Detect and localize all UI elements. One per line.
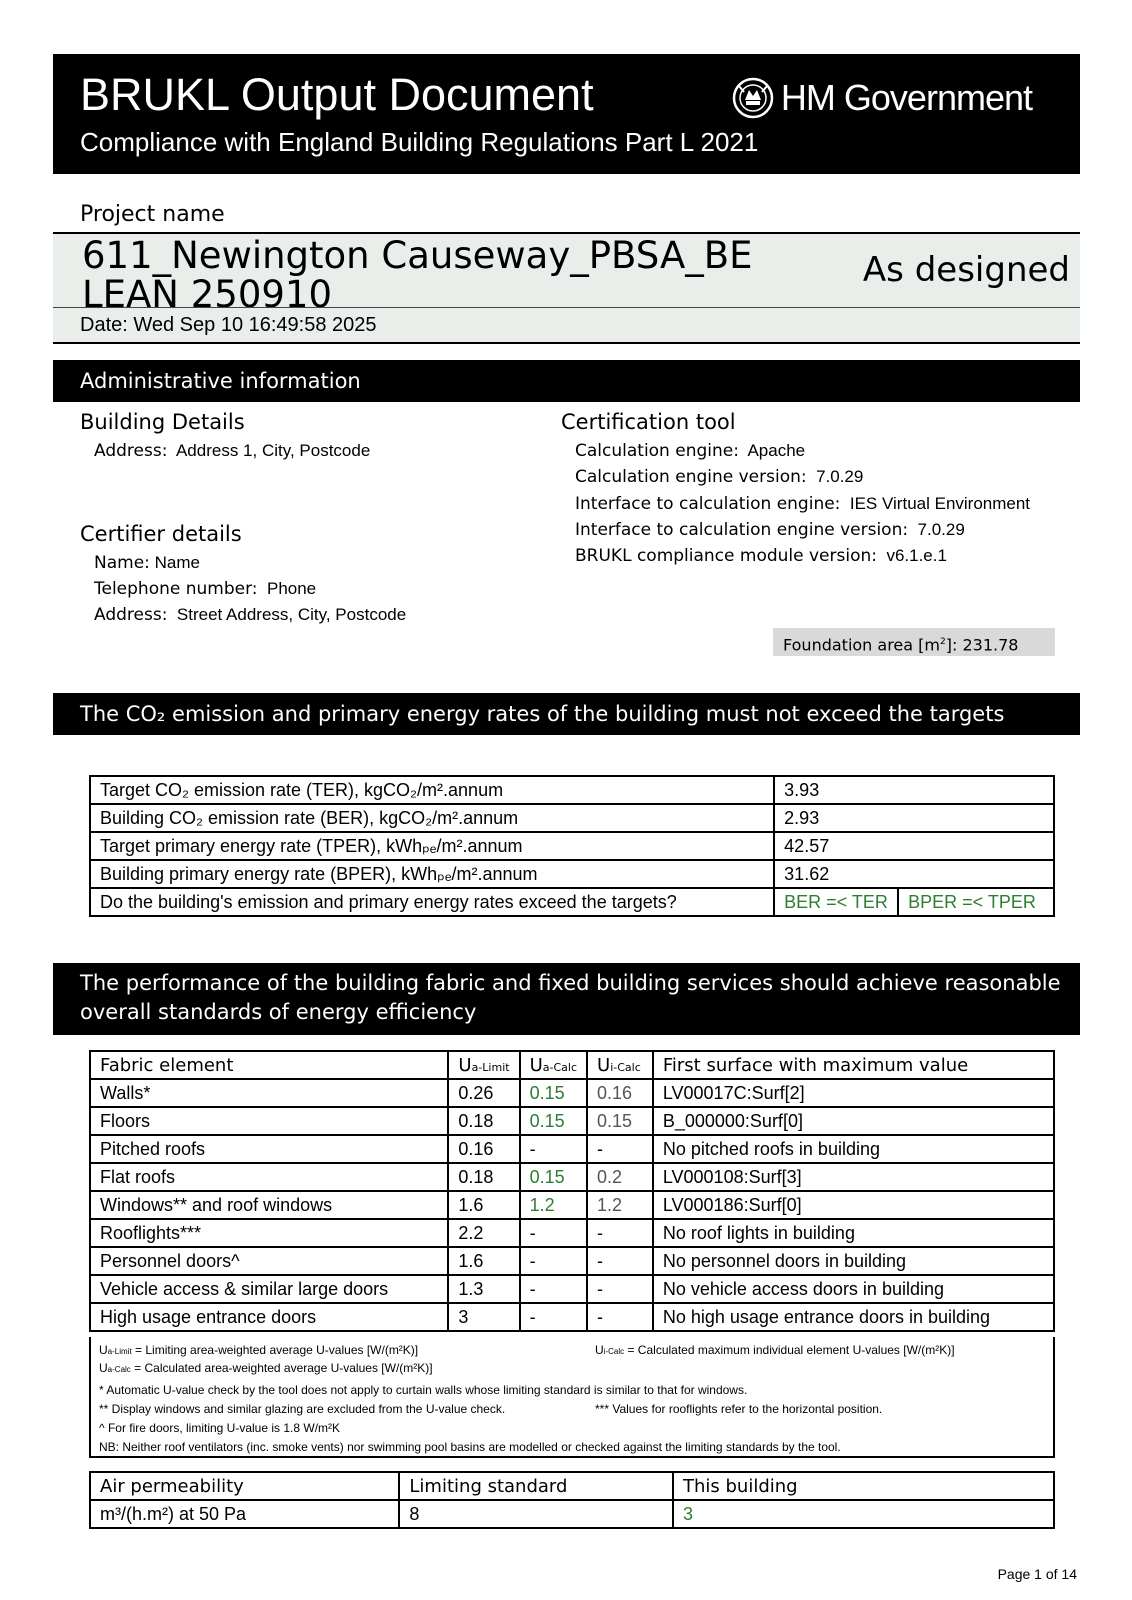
- project-name: 611_Newington Causeway_PBSA_BE LEAN 250910: [82, 234, 753, 316]
- note: * Automatic U-value check by the tool does not apply to curtain walls whose limiting standard is similar to that for windows.: [99, 1383, 748, 1397]
- table-row: Windows** and roof windows 1.6 1.2 1.2 LV000186:Surf[0]: [90, 1191, 1054, 1219]
- hm-government-logo: [731, 76, 1032, 120]
- target-label: Building primary energy rate (BPER), kWhₚₑ/m².annum: [90, 860, 774, 888]
- table-row: Pitched roofs 0.16 - - No pitched roofs in building: [90, 1135, 1054, 1163]
- fabric-table: [89, 1050, 1055, 1332]
- target-label: Building CO₂ emission rate (BER), kgCO₂/m².annum: [90, 804, 774, 832]
- document-subtitle: Compliance with England Building Regulations Part L 2021: [80, 127, 759, 157]
- col-ua-calc: Ua-Calc: [520, 1051, 587, 1079]
- targets-table: [89, 775, 1055, 917]
- target-value: 42.57: [774, 832, 1054, 860]
- certifier-phone: Telephone number: Phone: [94, 579, 317, 599]
- col-ui-calc: Ui-Calc: [587, 1051, 653, 1079]
- table-header-row: Air permeability Limiting standard This building: [90, 1472, 1054, 1500]
- tool-row: Interface to calculation engine: IES Virtual Environment: [575, 494, 1031, 514]
- tool-row: BRUKL compliance module version: v6.1.e.1: [575, 546, 947, 566]
- note: ^ For fire doors, limiting U-value is 1.8 W/m²K: [99, 1421, 341, 1435]
- tool-row: Calculation engine: Apache: [575, 441, 806, 461]
- bper-result: BPER =< TPER: [898, 888, 1054, 916]
- table-row: [90, 888, 1054, 916]
- col-fabric-element: Fabric element: [90, 1051, 448, 1079]
- table-row: [90, 804, 1054, 832]
- logo-text: HM Government: [780, 77, 1032, 118]
- page-number: Page 1 of 14: [997, 1566, 1077, 1582]
- certification-tool-heading: Certification tool: [561, 410, 736, 434]
- col-first-surface: First surface with maximum value: [653, 1051, 1054, 1079]
- design-status: As designed: [862, 250, 1070, 290]
- document-title: BRUKL Output Document: [80, 69, 594, 120]
- targets-question: Do the building's emission and primary energy rates exceed the targets?: [90, 888, 774, 916]
- building-details-heading: Building Details: [80, 410, 245, 434]
- table-row: Vehicle access & similar large doors 1.3 - - No vehicle access doors in building: [90, 1275, 1054, 1303]
- admin-section-bar: Administrative information: [53, 360, 1080, 402]
- project-divider: [53, 307, 1080, 308]
- certifier-details-heading: Certifier details: [80, 522, 242, 546]
- tool-row: Interface to calculation engine version: 7.0.29: [575, 520, 965, 540]
- certifier-name: Name: Name: [94, 553, 200, 573]
- foundation-area: Foundation area $[m^2]$: 231.78: [773, 628, 1055, 656]
- note: NB: Neither roof ventilators (inc. smoke vents) nor swimming pool basins are modelled or checked against the limiting standards by the tool.: [99, 1440, 841, 1454]
- table-row: m³/(h.m²) at 50 Pa 8 3: [90, 1500, 1054, 1528]
- table-row: Personnel doors^ 1.6 - - No personnel doors in building: [90, 1247, 1054, 1275]
- target-value: 3.93: [774, 776, 1054, 804]
- table-row: High usage entrance doors 3 - - No high usage entrance doors in building: [90, 1303, 1054, 1331]
- fabric-notes: Ua-Limit = Limiting area-weighted average U-values [W/(m²K)] Ui-Calc = Calculated maximum individual element U-values [W/(m²K)] Ua-Calc = Calculated area-weighted average U-values [W/(m²K)] * Automatic U-value check by the tool does not apply to curtain walls whose limiting standard is similar to that for windows. ** Display windows and similar glazing are excluded from the U-value check. *** Values for rooflights refer to the horizontal position. ^ For fire doors, limiting U-value is 1.8 W/m²K NB: Neither roof ventilators (inc. smoke vents) nor swimming pool basins are modelled or checked against the limiting standards by the tool.: [89, 1337, 1055, 1458]
- document-header: [53, 54, 1080, 174]
- target-value: 2.93: [774, 804, 1054, 832]
- table-row: [90, 776, 1054, 804]
- project-name-label: Project name: [80, 202, 225, 227]
- air-permeability-table: [89, 1471, 1055, 1529]
- note: *** Values for rooflights refer to the horizontal position.: [595, 1402, 883, 1416]
- table-row: Floors 0.18 0.15 0.15 B_000000:Surf[0]: [90, 1107, 1054, 1135]
- targets-section-bar: The CO₂ emission and primary energy rates of the building must not exceed the targets: [53, 693, 1080, 735]
- certifier-address: Address: Street Address, City, Postcode: [94, 605, 407, 625]
- table-row: Rooflights*** 2.2 - - No roof lights in building: [90, 1219, 1054, 1247]
- table-header-row: [90, 1051, 1054, 1079]
- target-value: 31.62: [774, 860, 1054, 888]
- ber-result: BER =< TER: [774, 888, 898, 916]
- target-label: Target CO₂ emission rate (TER), kgCO₂/m².annum: [90, 776, 774, 804]
- building-address: Address: Address 1, City, Postcode: [94, 441, 371, 461]
- project-date: Date: Wed Sep 10 16:49:58 2025: [80, 314, 377, 336]
- royal-crest-icon: [731, 76, 775, 120]
- table-row: [90, 832, 1054, 860]
- target-label: Target primary energy rate (TPER), kWhₚₑ/m².annum: [90, 832, 774, 860]
- fabric-section-bar: The performance of the building fabric and fixed building services should achieve reasonable overall standards of energy efficiency: [53, 963, 1080, 1035]
- table-row: Walls* 0.26 0.15 0.16 LV00017C:Surf[2]: [90, 1079, 1054, 1107]
- col-ua-limit: Ua-Limit: [448, 1051, 519, 1079]
- table-row: [90, 860, 1054, 888]
- note: ** Display windows and similar glazing are excluded from the U-value check.: [99, 1402, 506, 1416]
- project-box: [53, 232, 1080, 344]
- table-row: Flat roofs 0.18 0.15 0.2 LV000108:Surf[3]: [90, 1163, 1054, 1191]
- tool-row: Calculation engine version: 7.0.29: [575, 467, 864, 487]
